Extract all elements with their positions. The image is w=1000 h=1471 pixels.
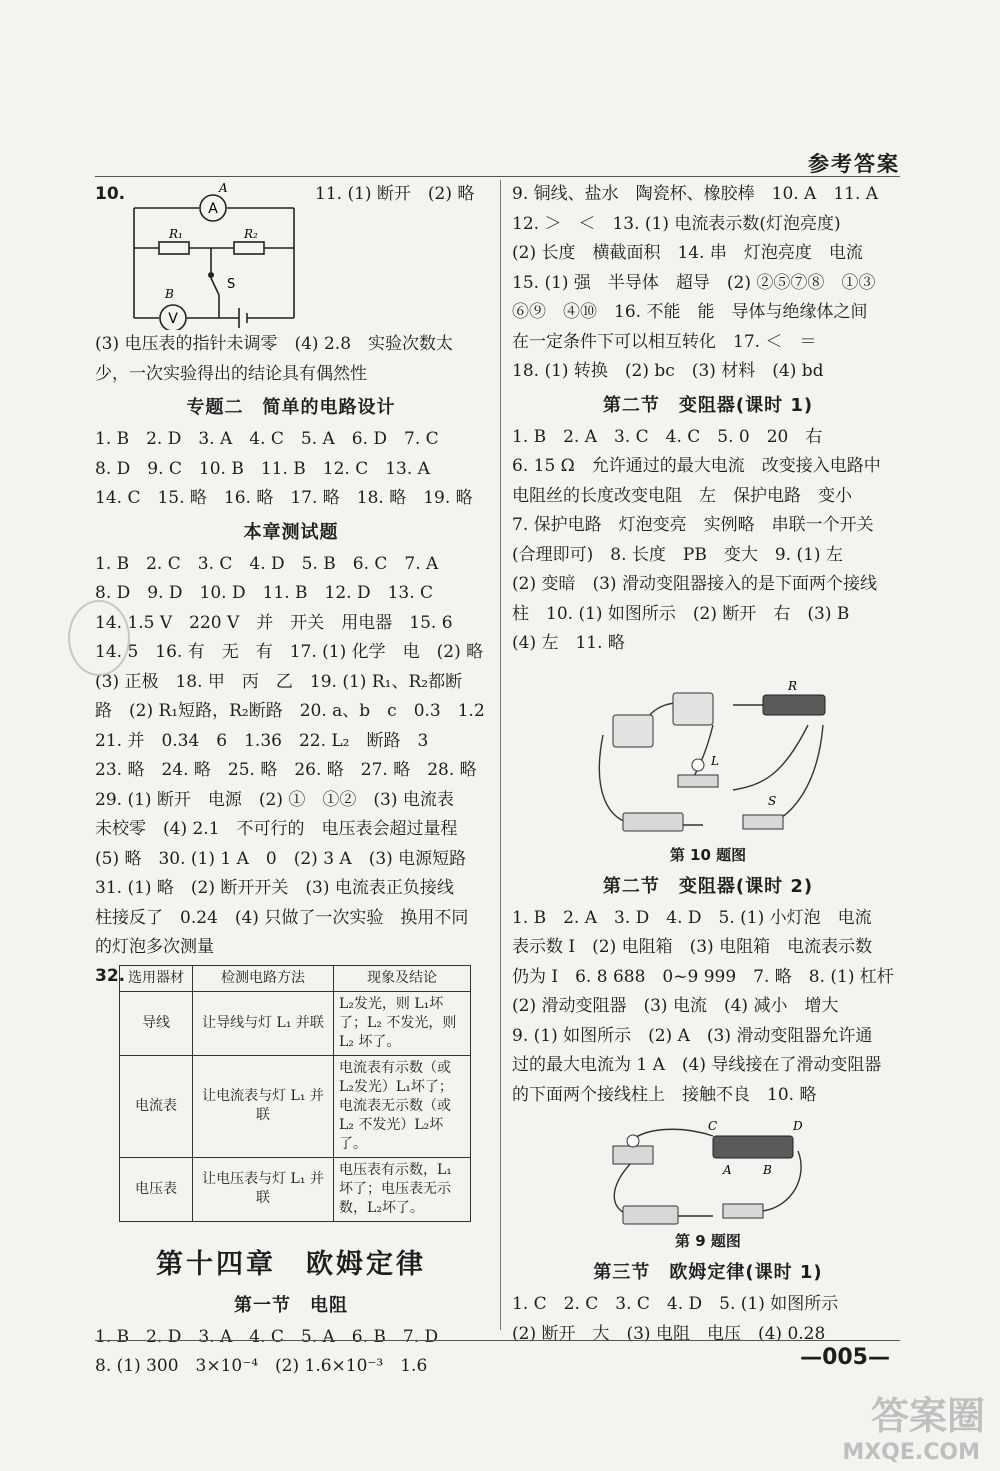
table-header: 选用器材	[120, 965, 193, 991]
answer-line: 6. 15 Ω 允许通过的最大电流 改变接入电路中	[512, 456, 881, 476]
answer-line: 21. 并 0.34 6 1.36 22. L₂ 断路 3	[95, 730, 429, 751]
page-number: —005—	[800, 1345, 890, 1370]
answer-line: 仍为 I 6. 8 688 0~9 999 7. 略 8. (1) 杠杆	[512, 966, 894, 987]
column-divider	[500, 180, 501, 1330]
bulb-icon	[678, 775, 718, 787]
figure-caption: 第 9 题图	[675, 1232, 741, 1250]
figure-q9	[512, 1116, 904, 1252]
answer-line: (2) 滑动变阻器 (3) 电流 (4) 减小 增大	[512, 996, 839, 1016]
rheostat-icon	[763, 695, 825, 715]
section-title: 第二节 变阻器(课时 1)	[602, 394, 814, 416]
table-cell: 让导线与灯 L₁ 并联	[193, 991, 334, 1055]
answer-line: 1. C 2. C 3. C 4. D 5. (1) 如图所示	[512, 1294, 839, 1314]
table-header: 检测电路方法	[193, 965, 334, 991]
section-title: 第一节 电阻	[234, 1294, 348, 1316]
answer-line: 1. B 2. C 3. C 4. D 5. B 6. C 7. A	[95, 553, 439, 574]
section-title: 第三节 欧姆定律(课时 1)	[593, 1262, 823, 1283]
circuit-illustration-q9	[603, 1116, 813, 1226]
svg-text:L: L	[711, 753, 719, 768]
answer-line: 8. (1) 300 3×10⁻⁴ (2) 1.6×10⁻³ 1.6	[95, 1356, 428, 1376]
answer-line: 1. B 2. D 3. A 4. C 5. A 6. B 7. D	[95, 1326, 439, 1347]
footer-rule	[95, 1340, 900, 1341]
answer-line: 1. B 2. A 3. D 4. D 5. (1) 小灯泡 电流	[512, 907, 872, 928]
figure-caption: 第 10 题图	[669, 845, 747, 864]
answer-line: (2) 断开 大 (3) 电阻 电压 (4) 0.28	[512, 1323, 826, 1344]
right-column	[512, 180, 904, 1349]
figure-q10	[512, 665, 904, 866]
table-row	[120, 991, 471, 1055]
svg-text:R₂: R₂	[244, 227, 258, 241]
header-rule	[95, 176, 900, 177]
q11-answer: 11. (1) 断开 (2) 略	[315, 184, 475, 204]
svg-text:S: S	[227, 277, 236, 292]
answer-line: 电阻丝的长度改变电阻 左 保护电路 变小	[512, 485, 852, 506]
voltmeter-icon	[673, 693, 713, 725]
section-title: 本章测试题	[243, 521, 339, 543]
ammeter-icon	[613, 715, 653, 747]
svg-text:B: B	[165, 287, 174, 301]
chapter-title: 第十四章 欧姆定律	[156, 1248, 426, 1280]
battery-icon	[623, 813, 683, 831]
q32-table	[119, 965, 471, 1222]
svg-text:V: V	[168, 311, 178, 327]
svg-text:A: A	[208, 201, 218, 217]
circuit-illustration-q10	[583, 665, 833, 840]
answer-line: 的灯泡多次测量	[95, 937, 214, 957]
watermark-logo: 答案圈	[870, 1394, 985, 1438]
circuit-diagram-q10	[129, 180, 299, 330]
svg-text:C: C	[708, 1119, 718, 1133]
answer-line: (5) 略 30. (1) 1 A 0 (2) 3 A (3) 电源短路	[95, 848, 467, 869]
answer-line: 14. 1.5 V 220 V 并 开关 用电器 15. 6	[95, 612, 453, 633]
left-column	[95, 180, 487, 1382]
svg-text:R: R	[788, 678, 798, 693]
table-cell: L₂发光，则 L₁坏了；L₂ 不发光，则 L₂ 坏了。	[334, 991, 471, 1055]
switch-icon	[723, 1204, 763, 1218]
watermark-url: MXQE.COM	[842, 1440, 980, 1465]
svg-text:S: S	[768, 793, 777, 808]
rheostat-icon	[713, 1136, 793, 1158]
table-cell: 电压表	[120, 1157, 193, 1221]
answer-line: (3) 正极 18. 甲 丙 乙 19. (1) R₁、R₂都断	[95, 671, 463, 692]
answer-line: 9. 铜线、盐水 陶瓷杯、橡胶棒 10. A 11. A	[512, 184, 879, 204]
stamp-icon	[68, 600, 130, 676]
table-row	[120, 1157, 471, 1221]
table-cell: 电压表有示数，L₁坏了；电压表无示数，L₂坏了。	[334, 1157, 471, 1221]
answer-line: 未校零 (4) 2.1 不可行的 电压表会超过量程	[95, 819, 458, 839]
answer-line: 14. 5 16. 有 无 有 17. (1) 化学 电 (2) 略	[95, 642, 484, 662]
answer-line: (2) 变暗 (3) 滑动变阻器接入的是下面两个接线	[512, 574, 877, 594]
answer-line: 8. D 9. D 10. D 11. B 12. D 13. C	[95, 583, 434, 603]
q10-block	[95, 180, 487, 330]
svg-text:A: A	[723, 1163, 732, 1177]
answer-line: 1. B 2. A 3. C 4. C 5. 0 20 右	[512, 426, 823, 447]
q10-number: 10.	[95, 184, 126, 204]
answer-line: 路 (2) R₁短路，R₂断路 20. a、b c 0.3 1.2	[95, 701, 485, 721]
table-header: 现象及结论	[334, 965, 471, 991]
table-cell: 导线	[120, 991, 193, 1055]
section-title: 专题二 简单的电路设计	[186, 397, 396, 418]
table-cell: 让电流表与灯 L₁ 并联	[193, 1055, 334, 1157]
section-title: 第二节 变阻器(课时 2)	[602, 875, 814, 897]
svg-text:A: A	[219, 181, 228, 195]
svg-text:D: D	[793, 1119, 803, 1133]
answer-line: 过的最大电流为 1 A (4) 导线接在了滑动变阻器	[512, 1055, 882, 1075]
answer-line: 的下面两个接线柱上 接触不良 10. 略	[512, 1084, 817, 1105]
answer-line: 9. (1) 如图所示 (2) A (3) 滑动变阻器允许通	[512, 1025, 873, 1046]
svg-text:R₁: R₁	[169, 227, 183, 241]
answer-line: 在一定条件下可以相互转化 17. ＜ ＝	[512, 331, 817, 352]
answer-line: 柱 10. (1) 如图所示 (2) 断开 右 (3) B	[512, 603, 850, 624]
answer-line: 7. 保护电路 灯泡变亮 实例略 串联一个开关	[512, 515, 874, 535]
answer-line: (2) 长度 横截面积 14. 串 灯泡亮度 电流	[512, 243, 863, 263]
bulb-icon	[613, 1146, 653, 1164]
table-row	[120, 1055, 471, 1157]
page-header: 参考答案	[808, 151, 900, 176]
answer-line: (3) 电压表的指针未调零 (4) 2.8 实验次数太	[95, 334, 454, 354]
answer-line: 8. D 9. C 10. B 11. B 12. C 13. A	[95, 458, 430, 479]
answer-line: ⑥⑨ ④⑩ 16. 不能 能 导体与绝缘体之间	[512, 302, 868, 322]
svg-text:B: B	[763, 1163, 772, 1177]
switch-icon	[743, 815, 783, 829]
answer-line: (4) 左 11. 略	[512, 633, 625, 653]
battery-icon	[623, 1206, 678, 1224]
answer-line: 23. 略 24. 略 25. 略 26. 略 27. 略 28. 略	[95, 760, 477, 780]
answer-line: 少，一次实验得出的结论具有偶然性	[95, 363, 367, 384]
answer-line: 18. (1) 转换 (2) bc (3) 材料 (4) bd	[512, 361, 824, 381]
answer-line: 31. (1) 略 (2) 断开开关 (3) 电流表正负接线	[95, 878, 454, 898]
answer-line: 29. (1) 断开 电源 (2) ① ①② (3) 电流表	[95, 789, 454, 810]
answer-line: 15. (1) 强 半导体 超导 (2) ②⑤⑦⑧ ①③	[512, 272, 876, 293]
answer-line: 柱接反了 0.24 (4) 只做了一次实验 换用不同	[95, 907, 469, 928]
answer-line: 12. ＞ ＜ 13. (1) 电流表示数(灯泡亮度)	[512, 213, 841, 234]
q32-block	[95, 965, 487, 1222]
q32-number: 32.	[95, 965, 126, 986]
table-cell: 让电压表与灯 L₁ 并联	[193, 1157, 334, 1221]
answer-line: 14. C 15. 略 16. 略 17. 略 18. 略 19. 略	[95, 488, 473, 508]
table-cell: 电流表	[120, 1055, 193, 1157]
table-cell: 电流表有示数（或 L₂发光）L₁坏了；电流表无示数（或 L₂ 不发光）L₂坏了。	[334, 1055, 471, 1157]
answer-line: 表示数 I (2) 电阻箱 (3) 电阻箱 电流表示数	[512, 937, 873, 957]
answer-line: 1. B 2. D 3. A 4. C 5. A 6. D 7. C	[95, 429, 439, 449]
answer-line: (合理即可) 8. 长度 PB 变大 9. (1) 左	[512, 544, 843, 565]
